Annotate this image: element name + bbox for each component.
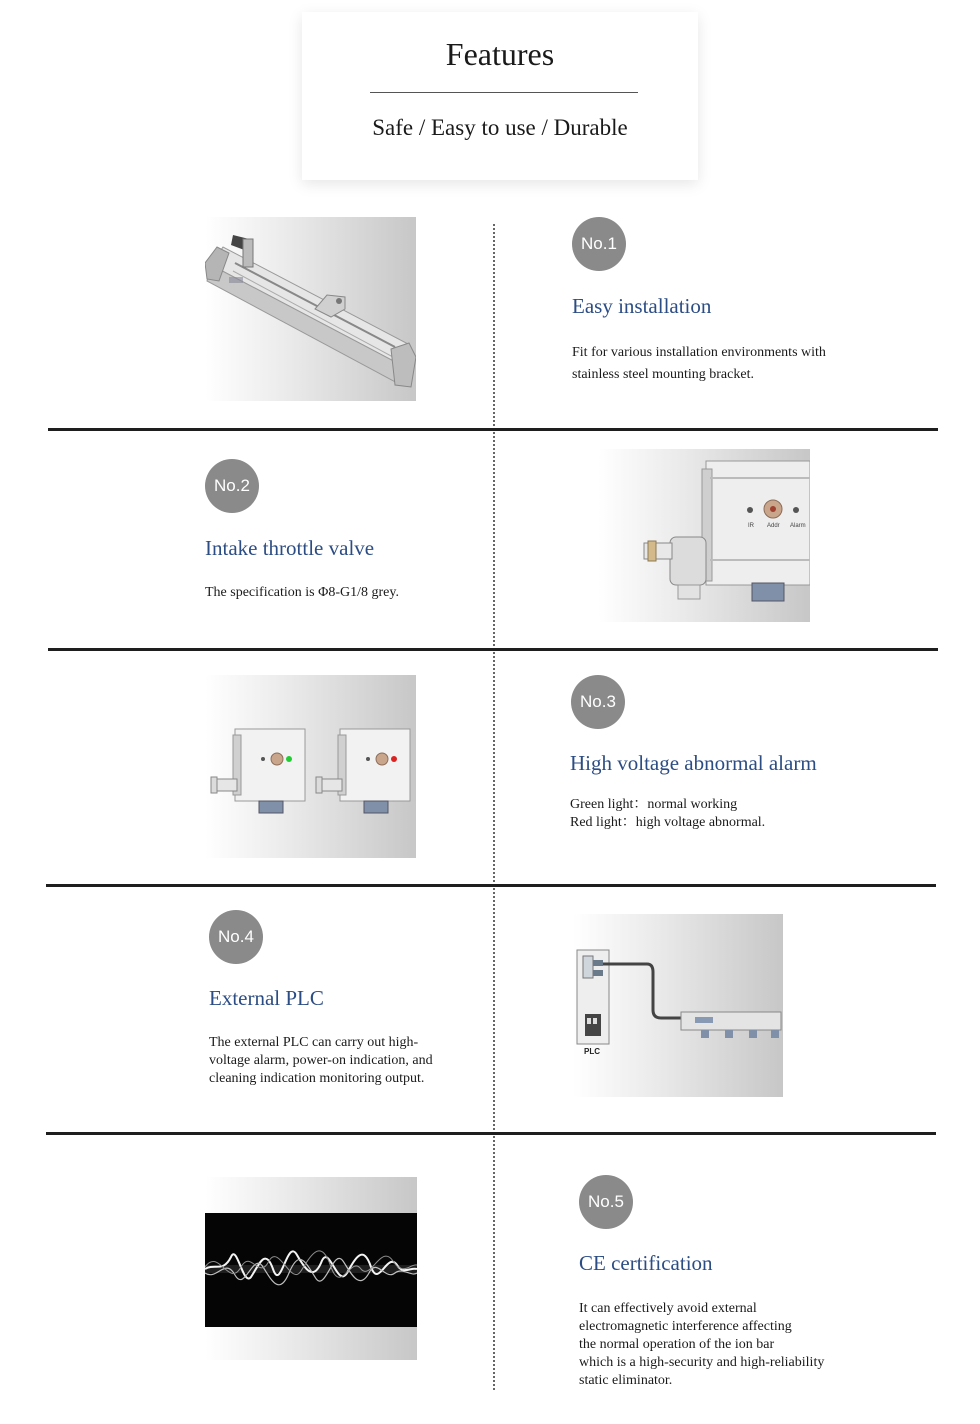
feature-title-4: External PLC [209,986,324,1010]
description-line: static eliminator. [579,1373,673,1388]
description-line: cleaning indication monitoring output. [209,1071,425,1086]
panel-label-ir: IR [748,523,754,529]
features-subtitle: Safe / Easy to use / Durable [372,115,628,140]
header-divider [370,92,638,93]
plc-label: PLC [584,1047,600,1056]
feature-title-5: CE certification [579,1251,713,1275]
emi-waveform-photo [205,1177,417,1360]
description-line: electromagnetic interference affecting [579,1319,792,1334]
feature-title-3: High voltage abnormal alarm [570,751,817,775]
feature-badge-1: No.1 [572,217,626,271]
plc-connection-photo [573,914,783,1097]
center-dotted-divider [493,224,495,1390]
feature-badge-4: No.4 [209,910,263,964]
feature-description-4 [209,1034,433,1088]
section-divider [46,1132,936,1135]
description-line: voltage alarm, power-on indication, and [209,1053,433,1068]
red-light-icon [391,756,397,762]
feature-title-2: Intake throttle valve [205,536,375,560]
emi-waveform-illustration [205,1177,417,1360]
panel-label-addr: Addr [767,523,780,529]
features-header-card [302,12,698,180]
green-light-icon [286,756,292,762]
description-line: Fit for various installation environments with [572,345,826,360]
description-line: The external PLC can carry out high- [209,1035,419,1050]
description-line: stainless steel mounting bracket. [572,367,754,382]
panel-label-alarm: Alarm [790,523,806,529]
alarm-lights-illustration [205,675,416,858]
features-title: Features [445,36,555,72]
description-line: which is a high-security and high-reliability [579,1355,825,1370]
feature-description-5 [579,1300,824,1390]
feature-title-1: Easy installation [572,294,712,318]
throttle-valve-photo [598,449,810,622]
feature-description-3 [570,796,765,832]
alarm-lights-photo [205,675,416,858]
feature-badge-3: No.3 [571,675,625,729]
description-line: Red light：high voltage abnormal. [570,815,766,830]
ion-bar-bracket-illustration [205,217,416,401]
feature-badge-2: No.2 [205,459,259,513]
section-divider [48,648,938,651]
description-line: The specification is Φ8-G1/8 grey. [205,585,399,600]
feature-description-1 [572,342,826,386]
description-line: Green light：normal working [570,797,738,812]
feature-badge-5: No.5 [579,1175,633,1229]
section-divider [48,428,938,431]
feature-description-2 [205,584,399,602]
plc-connection-illustration [573,914,783,1097]
ion-bar-bracket-photo [205,217,416,401]
description-line: It can effectively avoid external [579,1301,757,1316]
section-divider [46,884,936,887]
throttle-valve-illustration [598,449,810,622]
description-line: the normal operation of the ion bar [579,1337,775,1352]
